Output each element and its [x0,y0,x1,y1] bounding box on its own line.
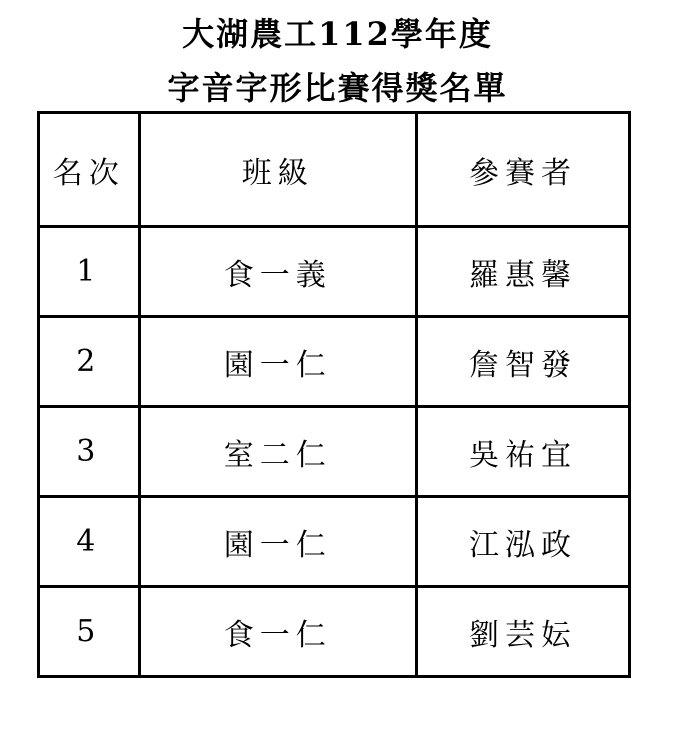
rank-cell: 1 [39,227,140,317]
header-class: 班級 [139,113,416,227]
participant-cell: 羅惠馨 [416,227,629,317]
table-row [39,317,630,407]
class-cell: 園一仁 [139,497,416,587]
rank-cell: 4 [39,497,140,587]
participant-cell: 劉芸妘 [416,587,629,677]
class-cell: 園一仁 [139,317,416,407]
participant-cell: 江泓政 [416,497,629,587]
header-rank: 名次 [39,113,140,227]
class-cell: 室二仁 [139,407,416,497]
class-cell: 食一仁 [139,587,416,677]
header-participant: 參賽者 [416,113,629,227]
results-table [37,111,631,678]
header-row [39,113,630,227]
rank-cell: 2 [39,317,140,407]
rank-cell: 5 [39,587,140,677]
table-row [39,587,630,677]
rank-cell: 3 [39,407,140,497]
class-cell: 食一義 [139,227,416,317]
table-row [39,497,630,587]
table-row [39,227,630,317]
table-row [39,407,630,497]
title-line-2: 字音字形比賽得獎名單 [167,69,508,107]
title-line-1: 大湖農工112學年度 [182,15,493,53]
participant-cell: 吳祐宜 [416,407,629,497]
participant-cell: 詹智發 [416,317,629,407]
